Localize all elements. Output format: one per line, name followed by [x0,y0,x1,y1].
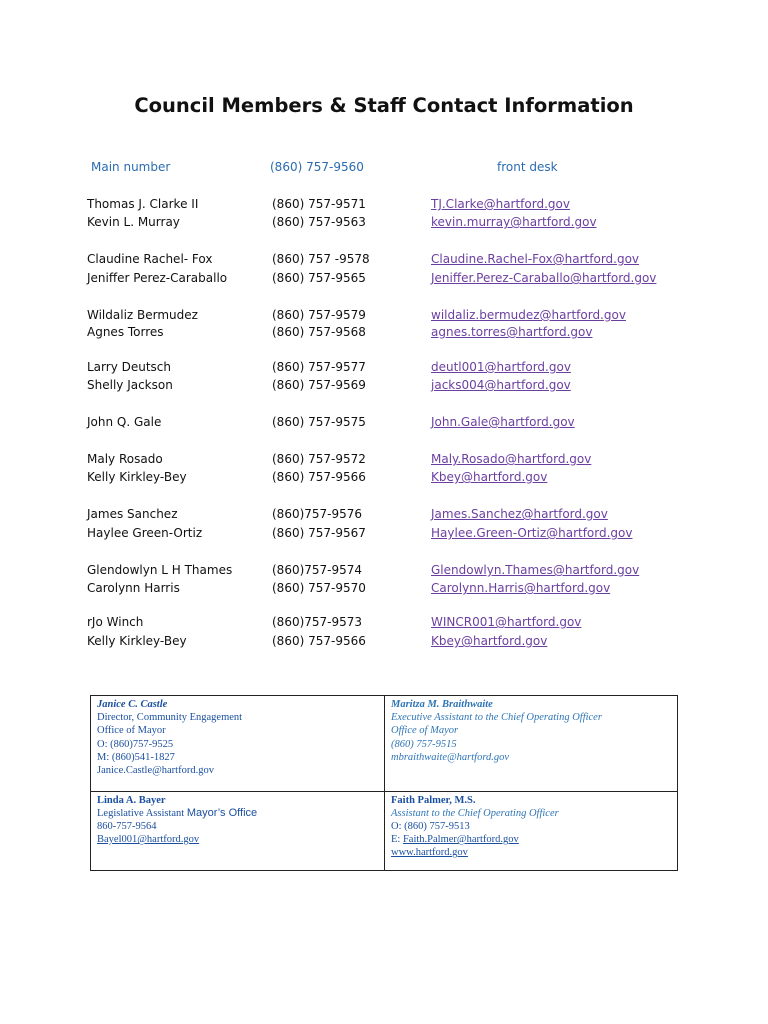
contact-phone: (860) 757 -9578 [272,252,370,266]
staff-contacts-table [90,695,678,871]
contact-name: rJo Winch [87,615,144,629]
staff-email-link[interactable]: Bayel001@hartford.gov [97,834,200,846]
contact-name: John Q. Gale [87,415,162,429]
contact-row [0,378,768,396]
contact-row [0,215,768,233]
contact-email-link[interactable]: Haylee.Green-Ortiz@hartford.gov [431,526,633,540]
contact-phone: (860)757-9576 [272,507,363,521]
contact-email-link[interactable]: Maly.Rosado@hartford.gov [431,452,592,466]
staff-email-prefix: E: [391,834,403,846]
staff-name: Janice C. Castle [97,699,168,710]
staff-phone: O: (860) 757-9513 [391,820,470,832]
contact-email-link[interactable]: jacks004@hartford.gov [431,378,571,392]
contact-phone: (860)757-9573 [272,615,363,629]
contact-row [0,197,768,215]
contact-phone: (860) 757-9563 [272,215,366,229]
staff-name: Faith Palmer, M.S. [391,794,476,806]
staff-name: Linda A. Bayer [97,794,166,806]
contact-row [0,581,768,599]
contact-row [0,634,768,652]
staff-office-phone: O: (860)757-9525 [97,738,174,750]
staff-phone: (860) 757-9515 [391,738,457,750]
staff-title: Director, Community Engagement [97,712,243,724]
staff-website-link[interactable]: www.hartford.gov [391,847,468,859]
contact-phone: (860) 757-9570 [272,581,366,595]
contact-phone: (860)757-9574 [272,563,363,577]
contact-row [0,252,768,270]
contact-email-link[interactable]: agnes.torres@hartford.gov [431,325,593,339]
main-number-row [0,160,768,178]
contact-name: Thomas J. Clarke II [87,197,199,211]
staff-row [91,696,678,792]
contact-email-link[interactable]: Glendowlyn.Thames@hartford.gov [431,563,640,577]
staff-email[interactable]: Janice.Castle@hartford.gov [97,765,214,777]
contact-phone: (860) 757-9567 [272,526,366,540]
contact-name: Carolynn Harris [87,581,180,595]
contact-phone: (860) 757-9572 [272,452,366,466]
contact-row [0,526,768,544]
contact-email-link[interactable]: Claudine.Rachel-Fox@hartford.gov [431,252,640,266]
contact-row [0,415,768,433]
contact-email-link[interactable]: Jeniffer.Perez-Caraballo@hartford.gov [431,271,657,285]
contact-email-link[interactable]: deutl001@hartford.gov [431,360,571,374]
contact-name: Haylee Green-Ortiz [87,526,203,540]
contact-row [0,470,768,488]
contact-email-link[interactable]: Kbey@hartford.gov [431,634,548,648]
contact-row [0,271,768,289]
contact-email-link[interactable]: John.Gale@hartford.gov [431,415,575,429]
contact-phone: (860) 757-9577 [272,360,366,374]
staff-cell-braithwaite [385,696,678,792]
staff-title: Executive Assistant to the Chief Operating Officer [391,712,602,724]
staff-mobile-phone: M: (860)541-1827 [97,751,175,763]
contact-name: Maly Rosado [87,452,163,466]
contact-name: Jeniffer Perez-Caraballo [87,271,228,285]
contact-email-link[interactable]: WINCR001@hartford.gov [431,615,582,629]
contact-phone: (860) 757-9569 [272,378,366,392]
staff-row [91,791,678,870]
staff-title: Assistant to the Chief Operating Officer [391,807,559,819]
staff-office: Mayor’s Office [186,806,258,819]
contact-name: Kelly Kirkley-Bey [87,470,187,484]
staff-name: Maritza M. Braithwaite [391,699,493,710]
contact-email-link[interactable]: Carolynn.Harris@hartford.gov [431,581,611,595]
contact-phone: (860) 757-9571 [272,197,366,211]
contact-name: James Sanchez [87,507,178,521]
staff-title: Legislative Assistant [97,807,185,819]
staff-email-line [391,833,671,846]
main-number-phone: (860) 757-9560 [270,160,364,174]
contact-email-link[interactable]: Kbey@hartford.gov [431,470,548,484]
contact-phone: (860) 757-9568 [272,325,366,339]
contact-row [0,563,768,581]
contact-name: Claudine Rachel- Fox [87,252,213,266]
contact-email-link[interactable]: James.Sanchez@hartford.gov [431,507,608,521]
contact-name: Larry Deutsch [87,360,171,374]
contact-email-link[interactable]: wildaliz.bermudez@hartford.gov [431,308,626,322]
staff-title-line [97,807,378,820]
contact-phone: (860) 757-9579 [272,308,366,322]
contact-row [0,615,768,633]
contact-row [0,360,768,378]
staff-office: Office of Mayor [97,725,166,737]
front-desk-note: front desk [497,160,558,174]
contact-name: Kevin L. Murray [87,215,180,229]
contact-email-link[interactable]: kevin.murray@hartford.gov [431,215,597,229]
contact-name: Wildaliz Bermudez [87,308,198,322]
contact-name: Agnes Torres [87,325,164,339]
staff-cell-castle [91,696,385,792]
contact-row [0,507,768,525]
contact-row [0,325,768,343]
contact-name: Shelly Jackson [87,378,173,392]
contact-phone: (860) 757-9566 [272,470,366,484]
contact-phone: (860) 757-9566 [272,634,366,648]
contact-row [0,452,768,470]
contact-name: Glendowlyn L H Thames [87,563,233,577]
contact-phone: (860) 757-9575 [272,415,366,429]
staff-email-link[interactable]: Faith.Palmer@hartford.gov [402,834,519,846]
staff-cell-bayer [91,791,385,870]
contact-name: Kelly Kirkley-Bey [87,634,187,648]
contact-email-link[interactable]: TJ.Clarke@hartford.gov [431,197,570,211]
contact-phone: (860) 757-9565 [272,271,366,285]
main-number-label: Main number [91,160,171,174]
page-title: Council Members & Staff Contact Information [134,94,634,117]
staff-office: Office of Mayor [391,725,459,737]
staff-email[interactable]: mbraithwaite@hartford.gov [391,751,510,763]
staff-phone: 860-757-9564 [97,820,157,832]
staff-cell-palmer [385,791,678,870]
contact-row [0,308,768,326]
